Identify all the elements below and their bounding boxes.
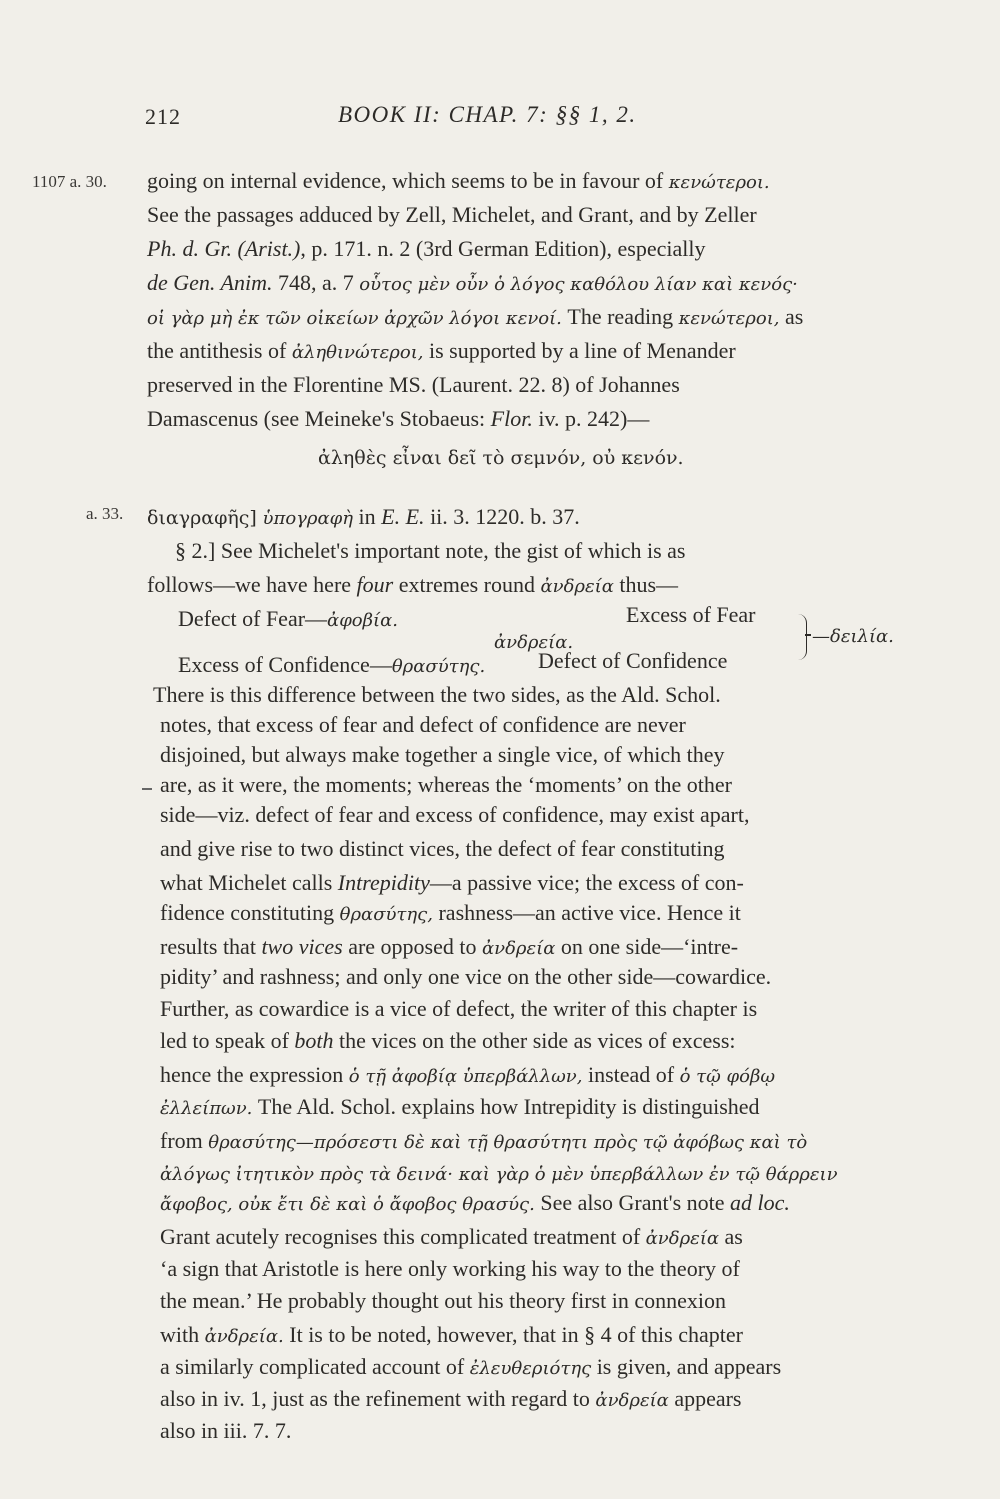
diagram-defect-of-confidence: Defect of Confidence — [538, 648, 728, 673]
text-line: notes, that excess of fear and defect of confidence are never — [160, 712, 686, 737]
diagram-excess-of-fear: Excess of Fear — [626, 602, 756, 627]
diagram-excess-of-confidence: Excess of Confidence—θρασύτης. — [178, 652, 486, 677]
text-line: with ἀνδρεία. It is to be noted, however, that in § 4 of this chapter — [160, 1322, 743, 1347]
diagram-brace-tip — [805, 634, 811, 636]
text-line: from θρασύτης—πρόσεστι δὲ καὶ τῇ θρασύτητι πρὸς τῷ ἀφόβως καὶ τὸ — [160, 1128, 808, 1153]
section-line: § 2.] See Michelet's important note, the gist of which is as — [175, 538, 686, 563]
text-line: ἐλλείπων. The Ald. Schol. explains how Intrepidity is distinguished — [160, 1094, 760, 1119]
page-number: 212 — [145, 104, 181, 129]
print-mark — [142, 788, 152, 790]
text-line: preserved in the Florentine MS. (Laurent. 22. 8) of Johannes — [147, 372, 680, 397]
menander-quote: ἀληθὲς εἶναι δεῖ τὸ σεμνόν, οὐ κενόν. — [318, 447, 684, 469]
diagram-brace — [798, 614, 807, 660]
diagram-deilia: —δειλία. — [812, 626, 894, 647]
text-line: led to speak of both the vices on the other side as vices of excess: — [160, 1028, 736, 1053]
text-line: ἄφοβος, οὐκ ἔτι δὲ καὶ ὁ ἄφοβος θρασύς. See also Grant's note ad loc. — [160, 1190, 790, 1215]
text-line: pidity’ and rashness; and only one vice on the other side—cowardice. — [160, 964, 772, 989]
text-line: There is this difference between the two sides, as the Ald. Schol. — [153, 682, 721, 707]
text-line: οἱ γὰρ μὴ ἐκ τῶν οἰκείων ἀρχῶν λόγοι κενοί. The reading κενώτεροι, as — [147, 304, 804, 329]
text-line: going on internal evidence, which seems to be in favour of κενώτεροι. — [147, 168, 770, 193]
running-title: BOOK II: CHAP. 7: §§ 1, 2. — [338, 102, 637, 127]
text-line: a similarly complicated account of ἐλευθεριότης is given, and appears — [160, 1354, 782, 1379]
text-line: See the passages adduced by Zell, Michelet, and Grant, and by Zeller — [147, 202, 757, 227]
text-line: the antithesis of ἀληθινώτεροι, is supported by a line of Menander — [147, 338, 736, 363]
text-line: are, as it were, the moments; whereas the ‘moments’ on the other — [160, 772, 733, 797]
text-line: de Gen. Anim. 748, a. 7 οὗτος μὲν οὖν ὁ λόγος καθόλου λίαν καὶ κενός· — [147, 270, 798, 295]
text-line: Damascenus (see Meineke's Stobaeus: Flor. iv. p. 242)— — [147, 406, 650, 431]
diagram-defect-of-fear: Defect of Fear—ἀφοβία. — [178, 606, 398, 631]
lemma-line: διαγραφῆς] ὑπογραφὴ in E. E. ii. 3. 1220. b. 37. — [147, 504, 580, 529]
text-line: ἀλόγως ἰτητικὸν πρὸς τὰ δεινά· καὶ γὰρ ὁ μὲν ὑπερβάλλων ἐν τῷ θάρρειν — [160, 1164, 838, 1185]
margin-reference: 1107 a. 30. — [32, 172, 107, 191]
text-line: hence the expression ὁ τῇ ἀφοβίᾳ ὑπερβάλλων, instead of ὁ τῷ φόβῳ — [160, 1062, 776, 1087]
text-line: Ph. d. Gr. (Arist.), p. 171. n. 2 (3rd German Edition), especially — [147, 236, 706, 261]
text-line: results that two vices are opposed to ἀνδρεία on one side—‘intre- — [160, 934, 739, 959]
text-line: also in iii. 7. 7. — [160, 1418, 292, 1443]
text-line: fidence constituting θρασύτης, rashness—an active vice. Hence it — [160, 900, 741, 925]
text-line: ‘a sign that Aristotle is here only working his way to the theory of — [160, 1256, 740, 1281]
margin-reference: a. 33. — [86, 504, 124, 523]
text-line: and give rise to two distinct vices, the defect of fear constituting — [160, 836, 725, 861]
text-line: the mean.’ He probably thought out his theory first in connexion — [160, 1288, 726, 1313]
text-line: side—viz. defect of fear and excess of confidence, may exist apart, — [160, 802, 750, 827]
text-line: also in iv. 1, just as the refinement with regard to ἀνδρεία appears — [160, 1386, 742, 1411]
text-line: follows—we have here four extremes round ἀνδρεία thus— — [147, 572, 679, 597]
text-line: what Michelet calls Intrepidity—a passive vice; the excess of con- — [160, 870, 744, 895]
diagram-center-andreia: ἀνδρεία. — [494, 632, 574, 653]
text-line: Further, as cowardice is a vice of defect, the writer of this chapter is — [160, 996, 758, 1021]
text-line: Grant acutely recognises this complicated treatment of ἀνδρεία as — [160, 1224, 743, 1249]
text-line: disjoined, but always make together a single vice, of which they — [160, 742, 725, 767]
